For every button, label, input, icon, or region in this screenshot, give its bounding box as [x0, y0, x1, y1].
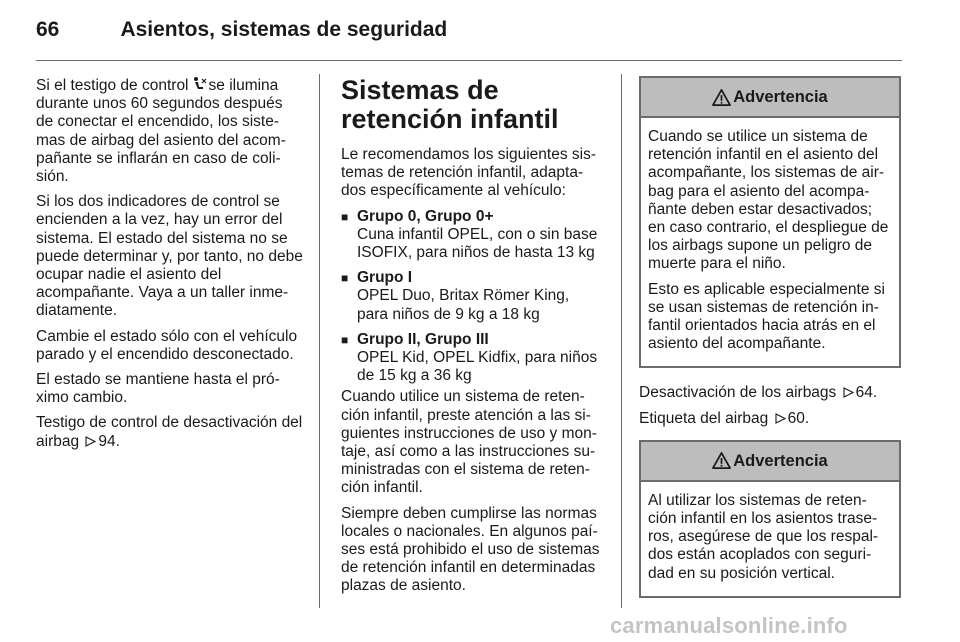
list-item: [341, 208, 603, 263]
text: se ilumina durante unos 60 segundos después de conectar el encendido, los siste‐mas de airbag del asiento del acom‐pañante se inflarán en caso de coli‐sión.: [36, 77, 286, 186]
bullet-square-icon: ■: [341, 209, 349, 224]
watermark: carmanualsonline.info: [610, 613, 848, 638]
column-divider: [319, 74, 320, 608]
column-2: [341, 76, 603, 603]
paragraph-state: El estado se mantiene hasta el pró‐ximo cambio.: [36, 371, 280, 407]
reference-line: [639, 384, 901, 402]
airbag-off-indicator-icon: [191, 76, 207, 92]
reference-arrow-icon: [775, 413, 786, 424]
intro-paragraph: Le recomendamos los siguientes sis‐temas de retención infantil, adapta‐dos específicamente al vehículo:: [341, 146, 597, 200]
list-item-heading: Grupo 0, Grupo 0+: [357, 207, 494, 225]
warning-paragraph: Al utilizar los sistemas de reten‐ción infantil en los asientos trase‐ros, asegúrese de que los respal‐dos están acoplados con seguri‐dad en su posición vertical.: [648, 491, 879, 582]
list-item-body: OPEL Kid, OPEL Kidfix, para niños de 15 kg a 36 kg: [357, 349, 598, 385]
header-rule: [36, 60, 902, 61]
list-item: [341, 269, 603, 324]
page-number: 66: [36, 18, 60, 41]
reference-page[interactable]: 60.: [787, 409, 810, 427]
warning-box: [639, 76, 901, 368]
paragraph-error: Si los dos indicadores de control se encienden a la vez, hay un error del sistema. El estado del sistema no se puede determinar y, por tanto, no debe ocupar nadie el asiento del acompañante. Vaya a un taller inme‐diatamente.: [36, 193, 303, 320]
paragraph-norms: Siempre deben cumplirse las normas locales o nacionales. En algunos paí‐ses está prohibido el uso de sistemas de retención infantil en determinadas plazas de asiento.: [341, 504, 600, 595]
list-item-heading: Grupo I: [357, 269, 413, 287]
column-3: [639, 76, 901, 614]
list-item-body: Cuna infantil OPEL, con o sin base ISOFIX, para niños de hasta 13 kg: [357, 225, 598, 262]
paragraph-change: Cambie el estado sólo con el vehículo parado y el encendido desconectado.: [36, 327, 298, 363]
warning-body: [641, 118, 899, 366]
column-divider: [621, 74, 622, 608]
warning-paragraph: Cuando se utilice un sistema de retención infantil en el asiento del acompañante, los sistemas de air‐bag para el asiento del acompa‐ñante deben estar desactivados; en caso contrario, el despliegue de los airbags supone un peligro de muerte para el niño.: [648, 128, 889, 273]
text: Desactivación de los airbags: [639, 384, 837, 402]
column-1: [36, 76, 304, 458]
reference-arrow-icon: [843, 387, 854, 398]
bullet-square-icon: ■: [341, 271, 349, 286]
warning-title: Advertencia: [733, 87, 828, 106]
warning-title: Advertencia: [733, 451, 828, 470]
warning-header: [641, 442, 899, 482]
warning-triangle-icon: [712, 88, 731, 107]
warning-header: [641, 78, 899, 118]
list-item-heading: Grupo II, Grupo III: [357, 330, 489, 348]
page-title: Asientos, sistemas de seguridad: [120, 18, 448, 41]
warning-body: [641, 482, 899, 596]
warning-triangle-icon: [712, 451, 731, 470]
warning-box: [639, 440, 901, 598]
page-header: [36, 18, 447, 48]
list-item-body: OPEL Duo, Britax Römer King, para niños de 9 kg a 18 kg: [357, 287, 570, 323]
section-title: Sistemas de retención infantil: [341, 75, 559, 134]
text: Etiqueta del airbag: [639, 409, 769, 427]
paragraph-reference: [36, 414, 304, 450]
reference-page[interactable]: 94.: [98, 432, 120, 450]
reference-page[interactable]: 64.: [855, 384, 878, 402]
paragraph-indicator: [36, 76, 304, 186]
text: Testigo de control de desactivación del airbag: [36, 414, 303, 450]
reference-arrow-icon: [85, 436, 96, 447]
text: Si el testigo de control: [36, 77, 189, 94]
bullet-square-icon: ■: [341, 332, 349, 347]
reference-line: [639, 410, 901, 428]
list-item: [341, 331, 603, 386]
warning-paragraph: Esto es aplicable especialmente si se usan sistemas de retención in‐fantil orientados hacia atrás en el asiento del acompañante.: [648, 280, 885, 353]
paragraph-use: Cuando utilice un sistema de reten‐ción infantil, preste atención a las si‐guientes instrucciones de uso y mon‐taje, así como a las instrucciones su‐ministradas con el sistema de reten‐ción infantil.: [341, 388, 597, 497]
